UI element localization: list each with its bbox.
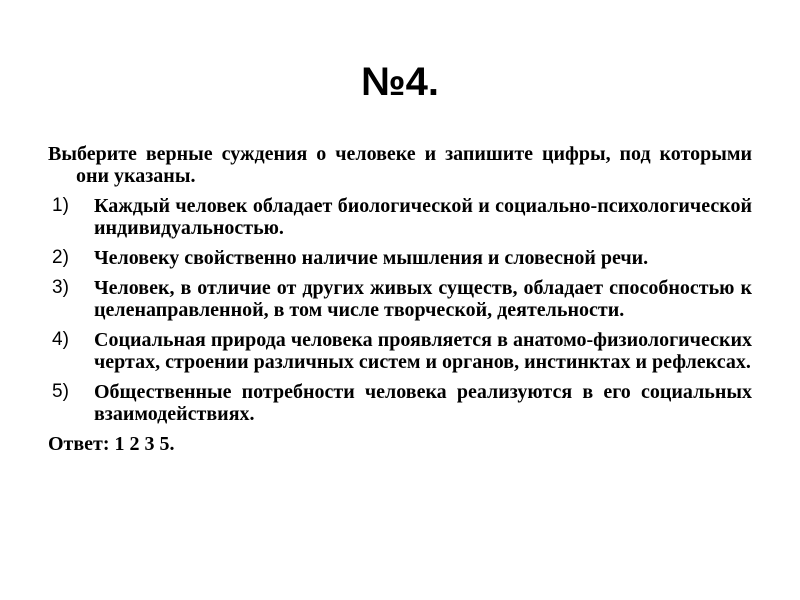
slide-title: №4.: [361, 60, 439, 104]
statement-item: [48, 329, 752, 373]
statement-text: Каждый человек обладает биологической и социально-психологической индивидуальностью.: [94, 195, 752, 239]
statement-text: Социальная природа человека проявляется в анатомо-физиологических чертах, строении различных систем и органов, инстинктах и рефлексах.: [94, 329, 752, 373]
question-text: Выберите верные суждения о человеке и запишите цифры, под которыми они указаны.: [48, 143, 752, 187]
statement-item: [48, 277, 752, 321]
statement-text: Человек, в отличие от других живых существ, обладает способностью к целенаправленной, в том числе творческой, деятельности.: [94, 277, 752, 321]
statement-list: [48, 195, 752, 425]
statement-number: 2): [52, 247, 69, 268]
statement-text: Человеку свойственно наличие мышления и словесной речи.: [94, 247, 649, 269]
statement-item: [48, 247, 752, 269]
statement-item: [48, 381, 752, 425]
statement-number: 3): [52, 277, 69, 298]
statement-number: 4): [52, 329, 69, 350]
statement-number: 5): [52, 381, 69, 402]
statement-item: [48, 195, 752, 239]
statement-text: Общественные потребности человека реализуются в его социальных взаимодействиях.: [94, 381, 752, 425]
slide-content: [48, 143, 752, 455]
answer-text: Ответ: 1 2 3 5.: [48, 433, 175, 455]
statement-number: 1): [52, 195, 69, 216]
